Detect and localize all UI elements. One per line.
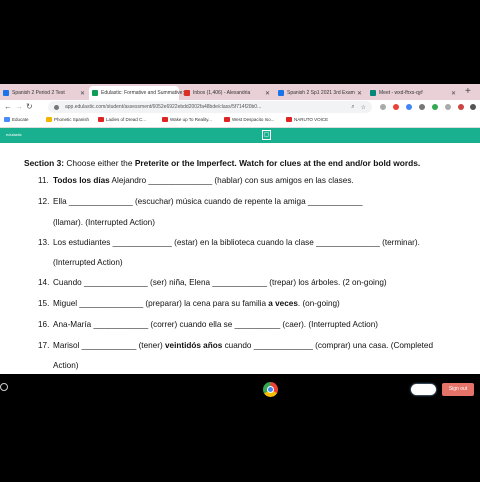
extension-icon[interactable] — [406, 104, 412, 110]
close-icon[interactable]: ✕ — [356, 90, 362, 97]
tab-strip — [0, 84, 480, 100]
extension-icon[interactable] — [445, 104, 451, 110]
bold-clue: veintidós años — [164, 341, 223, 350]
bottom-bar — [0, 374, 480, 404]
heading-text: Choose either the — [64, 158, 135, 168]
extension-icon[interactable] — [393, 104, 399, 110]
bookmark-label: Phonetic Spanish — [54, 117, 90, 122]
bookmark-educate[interactable] — [4, 117, 29, 122]
forward-icon[interactable]: → — [15, 102, 23, 111]
question-text-continued: (Interrupted Action) — [53, 258, 123, 267]
bookmark-label: Wake up To Reality... — [170, 117, 212, 122]
close-icon[interactable]: ✕ — [264, 90, 270, 97]
bookmark-label: NARUTO VOICE — [294, 117, 329, 122]
search-icon[interactable]: ⌕ — [351, 103, 355, 110]
extension-icon[interactable] — [380, 104, 386, 110]
bookmark-label: West Despacito Iso... — [232, 117, 275, 122]
browser-window — [0, 84, 480, 397]
question-text: Cuando ______________ (ser) niña, Elena ____________ (trepar) los árboles. (2 on-going) — [53, 278, 387, 287]
browser-toolbar — [0, 100, 480, 115]
bookmark-icon — [46, 117, 52, 122]
sign-out-button[interactable]: Sign out — [442, 383, 474, 396]
tab-label: Spanish 2 Sp1 2021 3rd Exam — [287, 90, 355, 96]
question-12 — [38, 197, 363, 206]
heading-bold: Preterite or the Imperfect. — [134, 158, 237, 168]
tab-edulastic[interactable] — [89, 86, 183, 100]
tab-label: Inbox (1,406) - Alexandria — [193, 90, 251, 96]
tab-spanish-exam[interactable] — [275, 86, 365, 100]
question-13 — [38, 238, 420, 247]
question-text: Alejandro ______________ (hablar) con sus amigos en las clases. — [109, 176, 354, 185]
bookmark-icon — [4, 117, 10, 122]
profile-avatar[interactable] — [470, 104, 476, 110]
lock-icon — [54, 105, 59, 110]
question-text-continued: Action) — [53, 361, 79, 370]
section-label: Section 3: — [24, 158, 65, 168]
youtube-icon — [224, 117, 230, 122]
youtube-icon — [98, 117, 104, 122]
bookmarks-bar — [0, 115, 480, 128]
question-number: 12. — [38, 197, 50, 206]
tab-favicon — [92, 90, 98, 96]
question-number: 15. — [38, 299, 50, 308]
question-text: cuando _____________ (comprar) una casa. (Completed — [222, 341, 434, 350]
tab-meet[interactable] — [367, 86, 459, 100]
back-icon[interactable]: ← — [4, 102, 12, 111]
question-text: . (on-going) — [297, 299, 340, 308]
question-17 — [38, 341, 433, 350]
question-15 — [38, 299, 340, 308]
new-tab-icon[interactable]: + — [465, 86, 471, 97]
tab-favicon — [184, 90, 190, 96]
question-text-continued: (llamar). (Interrupted Action) — [53, 218, 155, 227]
bookmark-naruto[interactable] — [286, 117, 328, 122]
question-14 — [38, 278, 387, 287]
star-icon[interactable]: ☆ — [360, 104, 366, 111]
youtube-icon — [286, 117, 292, 122]
bookmark-despacito[interactable] — [224, 117, 274, 122]
tab-label: Meet - wxd-fhxs-qyf — [379, 90, 423, 96]
question-11 — [38, 176, 354, 185]
close-icon[interactable]: ✕ — [79, 90, 85, 97]
question-text: Marisol ____________ (tener) — [53, 341, 165, 350]
tab-favicon — [278, 90, 284, 96]
address-bar[interactable] — [48, 101, 372, 113]
reload-icon[interactable]: ↻ — [26, 102, 33, 111]
edulastic-header — [0, 128, 480, 143]
bookmark-label: Educate — [12, 117, 29, 122]
extension-icon[interactable] — [458, 104, 464, 110]
bookmark-phonetic[interactable] — [46, 117, 89, 122]
calculator-icon[interactable]: ▢ — [263, 132, 270, 138]
tab-spanish-test[interactable] — [0, 86, 88, 100]
launcher-icon[interactable] — [0, 383, 8, 391]
bookmark-wake-up[interactable] — [162, 117, 212, 122]
drive-icon[interactable] — [432, 104, 438, 110]
question-number: 13. — [38, 238, 50, 247]
question-number: 17. — [38, 341, 50, 350]
tab-label: Edulastic: Formative and Summative — [101, 90, 183, 96]
question-text: Los estudiantes _____________ (estar) en la biblioteca cuando la clase ______________ (terminar). — [53, 238, 420, 247]
heading-bold-clue: Watch for clues at the end and/or bold words. — [236, 158, 421, 168]
question-text: Miguel ______________ (preparar) la cena para su familia — [53, 299, 269, 308]
tab-favicon — [3, 90, 9, 96]
tab-label: Spanish 2 Period 2 Test — [12, 90, 65, 96]
question-text: Ana-María ____________ (correr) cuando ella se __________ (caer). (Interrupted Action) — [53, 320, 378, 329]
app-logo: edulastic — [6, 132, 22, 137]
youtube-icon — [162, 117, 168, 122]
status-pill[interactable] — [411, 384, 436, 395]
url-text: app.edulastic.com/student/assessment/6052e6922ebdd2002fa48bde/class/5f714f20b0... — [65, 104, 262, 110]
question-text: Ella ______________ (escuchar) música cuando de repente la amiga ____________ — [53, 197, 363, 206]
question-number: 16. — [38, 320, 50, 329]
bold-clue: Todos los días — [53, 176, 110, 185]
tab-favicon — [370, 90, 376, 96]
bold-clue: a veces — [268, 299, 298, 308]
question-16 — [38, 320, 378, 329]
section-heading — [24, 158, 420, 168]
bookmark-ladies[interactable] — [98, 117, 146, 122]
chrome-icon[interactable] — [263, 382, 278, 397]
question-number: 11. — [38, 176, 49, 185]
bookmark-label: Ladies of Dread C... — [106, 117, 147, 122]
question-number: 14. — [38, 278, 50, 287]
tab-gmail-inbox[interactable] — [181, 86, 273, 100]
extension-icon[interactable] — [419, 104, 425, 110]
close-icon[interactable]: ✕ — [450, 90, 456, 97]
